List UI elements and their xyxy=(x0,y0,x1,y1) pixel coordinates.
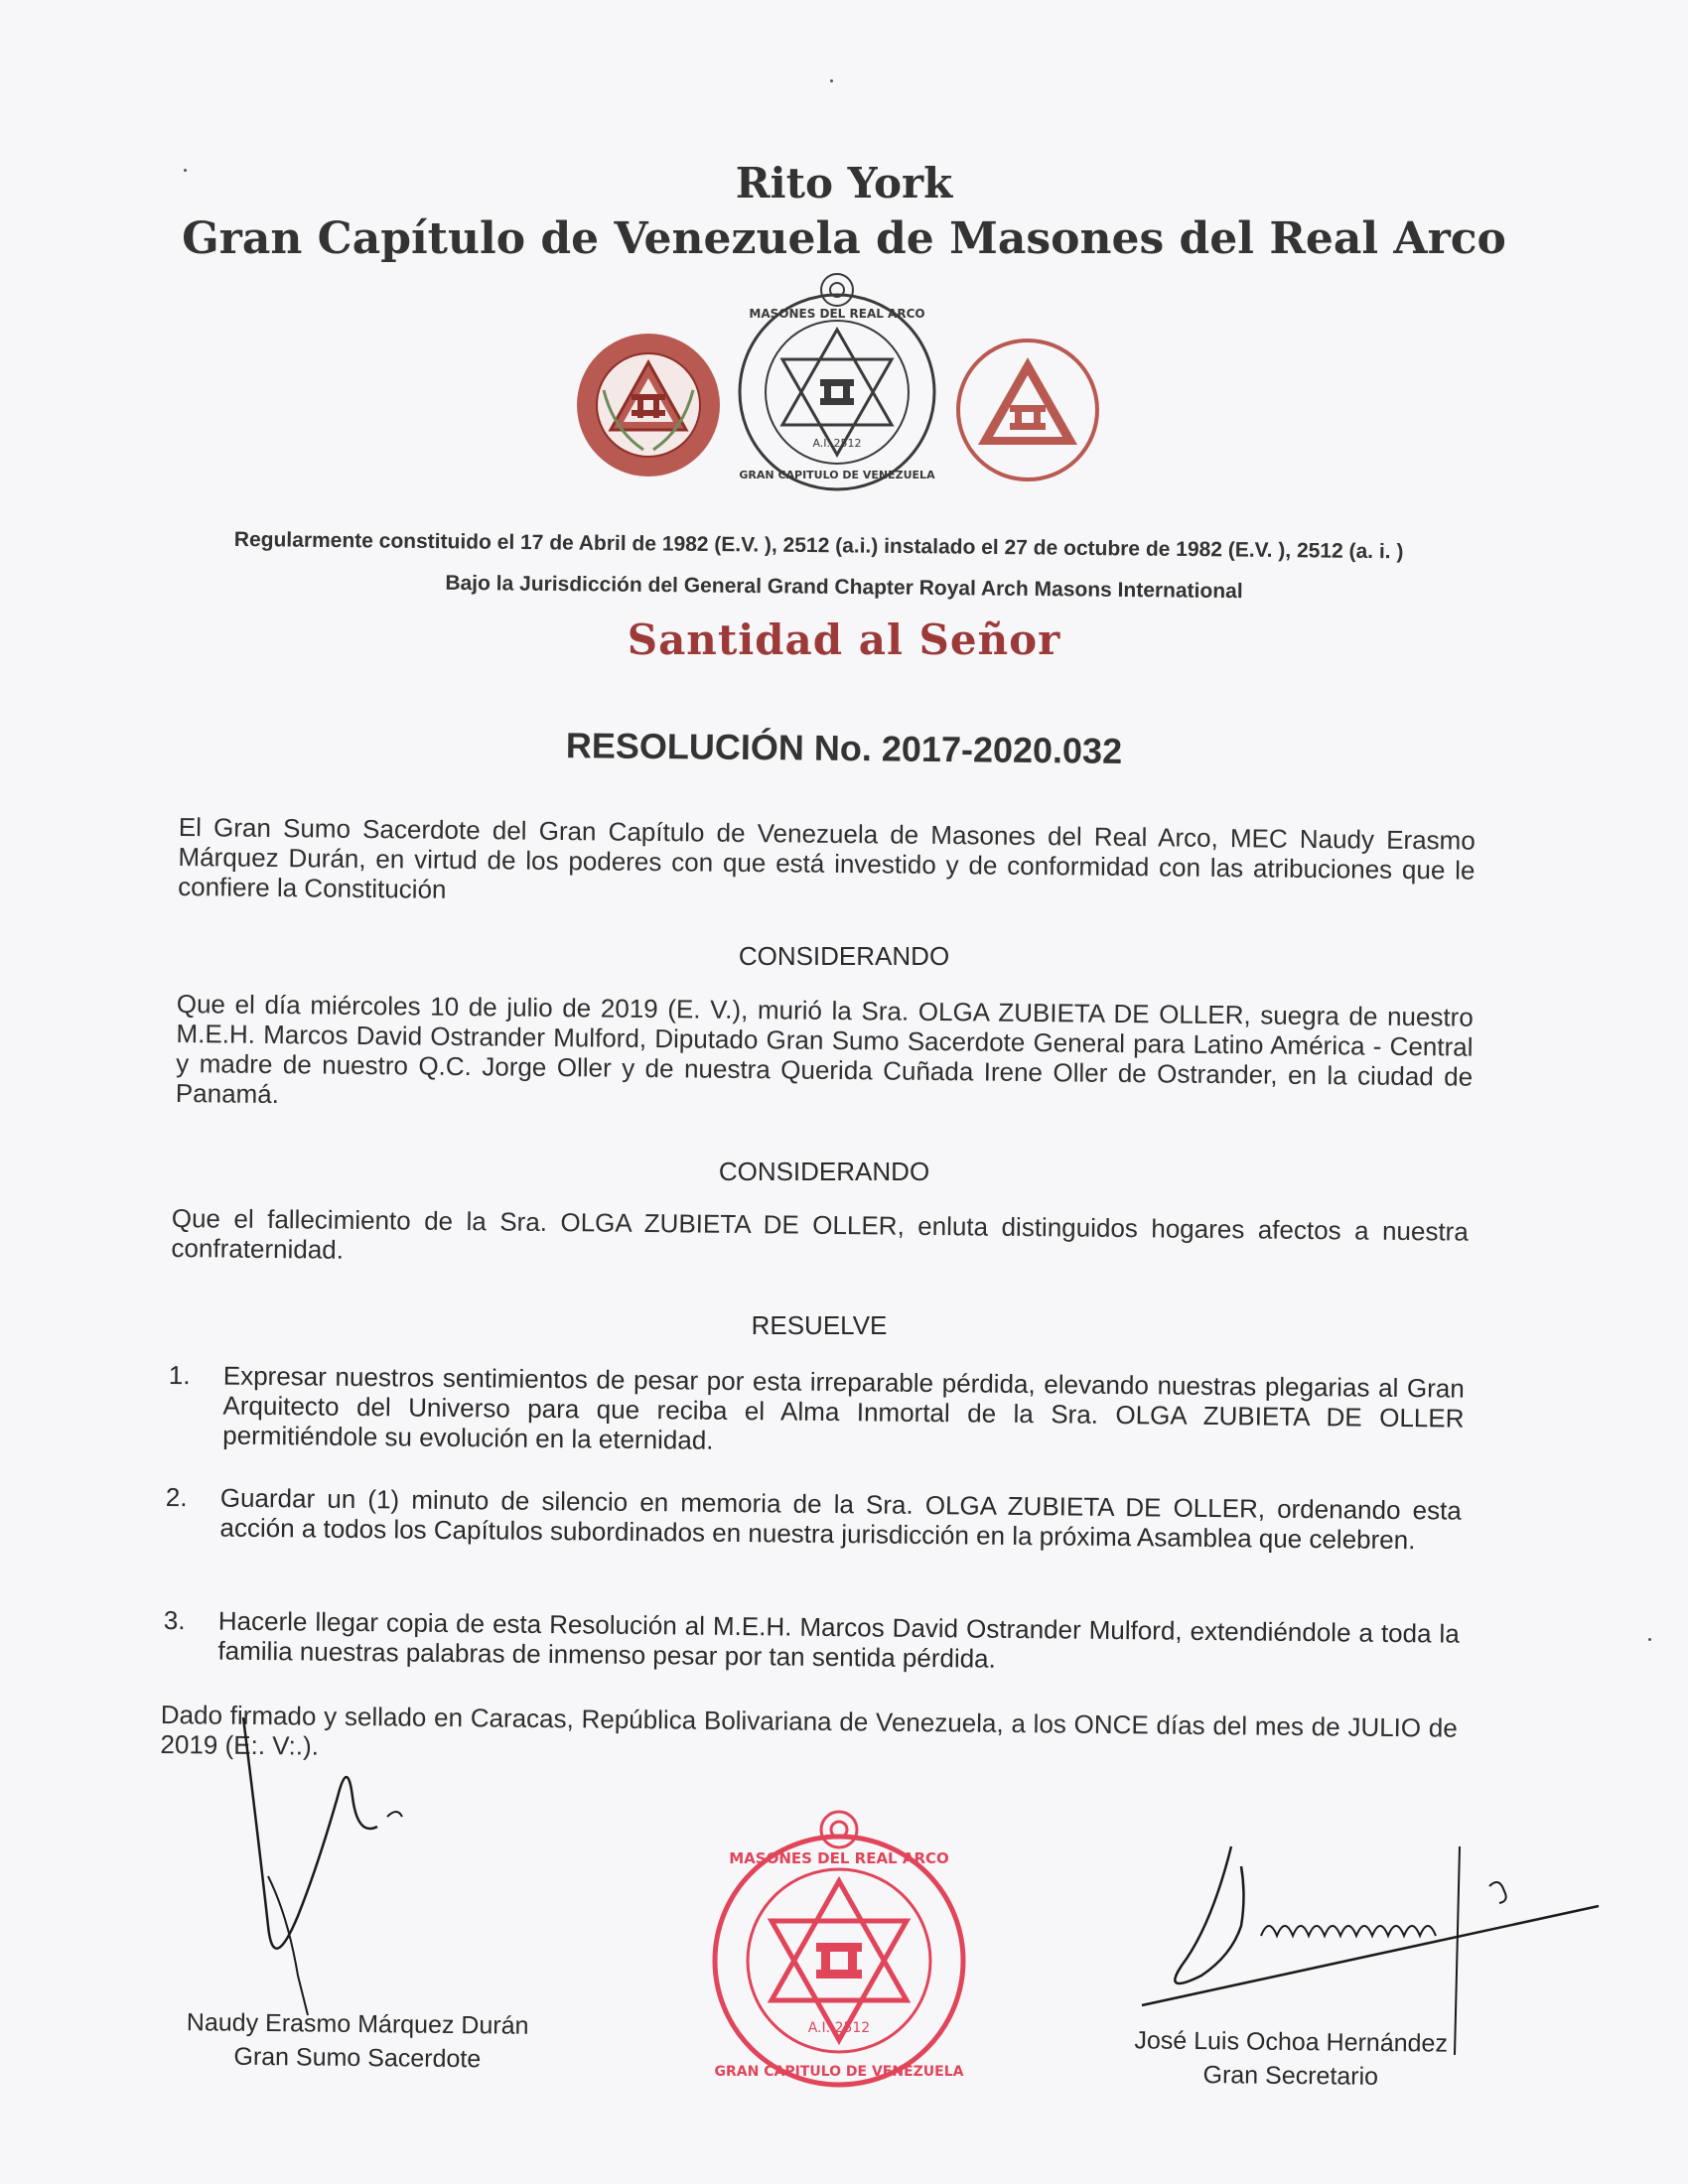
considerando-paragraph-2: Que el fallecimiento de la Sra. OLGA ZUBIETA DE OLLER, enluta distinguidos hogares afectos a nuestra confraternidad. xyxy=(171,1203,1469,1265)
center-seal-bottom-text: GRAN CAPITULO DE VENEZUELA xyxy=(739,469,935,481)
intro-paragraph: El Gran Sumo Sacerdote del Gran Capítulo de Venezuela de Masones del Real Arco, MEC Naudy Erasmo Márquez Durán, en virtud de los poderes con que está investido y de conformidad con las atribuciones que le confiere la Constitución xyxy=(178,812,1476,904)
right-signatory-name: José Luis Ochoa Hernández xyxy=(1134,2026,1449,2058)
left-signatory-role: Gran Sumo Sacerdote xyxy=(233,2042,482,2074)
item-number: 3. xyxy=(163,1605,186,1636)
right-signatory xyxy=(1092,2023,1490,2095)
header-grand-chapter: Gran Capítulo de Venezuela de Masones del Real Arco xyxy=(182,213,1506,264)
considerando-heading-1: CONSIDERANDO xyxy=(738,941,950,971)
left-signatory-name: Naudy Erasmo Márquez Durán xyxy=(186,2008,529,2040)
stamp-year: A.I. 2512 xyxy=(807,2020,871,2036)
grand-chapter-seal-icon xyxy=(733,268,941,506)
center-seal-top-text: MASONES DEL REAL ARCO xyxy=(749,307,925,321)
stamp-bottom-text: GRAN CAPITULO DE VENEZUELA xyxy=(714,2064,964,2080)
red-stamp-seal-icon xyxy=(695,1802,983,2100)
registration-line-2: Bajo la Jurisdicción del General Grand Chapter Royal Arch Masons International xyxy=(445,571,1243,604)
item-text: Hacerle llegar copia de esta Resolución al M.E.H. Marcos David Ostrander Mulford, extendiéndole a toda la familia nuestras palabras de inmenso pesar por tan sentida pérdida. xyxy=(217,1605,1460,1674)
left-signatory xyxy=(169,2005,547,2077)
resuelve-heading: RESUELVE xyxy=(751,1310,888,1340)
resolution-item xyxy=(168,1360,1470,1473)
royal-arch-seal-icon xyxy=(574,331,723,479)
resolution-item xyxy=(163,1605,1465,1689)
motto: Santidad al Señor xyxy=(627,615,1061,664)
left-signature-icon xyxy=(149,1678,467,2035)
item-text: Guardar un (1) minuto de silencio en memoria de la Sra. OLGA ZUBIETA DE OLLER, ordenando esta acción a todos los Capítulos subordinados en nuestra jurisdicción en la próxima Asamblea que celebren. xyxy=(219,1482,1462,1556)
stamp-top-text: MASONES DEL REAL ARCO xyxy=(729,1849,949,1867)
registration-line-1: Regularmente constituido el 17 de Abril de 1982 (E.V. ), 2512 (a.i.) instalado el 27 de octubre de 1982 (E.V. ), 2512 (a. i. ) xyxy=(233,528,1404,564)
item-text: Expresar nuestros sentimientos de pesar por esta irreparable pérdida, elevando nuestras plegarias al Gran Arquitecto del Universo para que reciba el Alma Inmortal de la Sra. OLGA ZUBIETA DE OLLER permitiéndole su evolución en la eternidad. xyxy=(222,1360,1465,1455)
item-number: 2. xyxy=(165,1482,188,1513)
resolution-title: RESOLUCIÓN No. 2017-2020.032 xyxy=(565,725,1123,771)
resolution-item xyxy=(165,1482,1467,1595)
considerando-heading-2: CONSIDERANDO xyxy=(718,1157,930,1186)
scan-speck xyxy=(830,79,833,82)
item-number: 1. xyxy=(168,1360,191,1391)
header-rito-york: Rito York xyxy=(735,159,953,207)
center-seal-year: A.I. 2512 xyxy=(812,437,862,450)
triple-tau-circle-icon xyxy=(953,336,1102,484)
considerando-paragraph-1: Que el día miércoles 10 de julio de 2019 (E. V.), murió la Sra. OLGA ZUBIETA DE OLLER, suegra de nuestro M.E.H. Marcos David Ostrander Mulford, Diputado Gran Sumo Sacerdote General para Latino América - Central y madre de nuestro Q.C. Jorge Oller y de nuestra Querida Cuñada Irene Oller de Ostrander, en la ciudad de Panamá. xyxy=(175,989,1474,1110)
scan-speck xyxy=(184,169,187,172)
given-paragraph: Dado firmado y sellado en Caracas, República Bolivariana de Venezuela, a los ONCE días del mes de JULIO de 2019 (E:. V:.). xyxy=(160,1700,1458,1761)
right-signatory-role: Gran Secretario xyxy=(1202,2061,1379,2091)
scan-speck xyxy=(1648,1638,1651,1641)
